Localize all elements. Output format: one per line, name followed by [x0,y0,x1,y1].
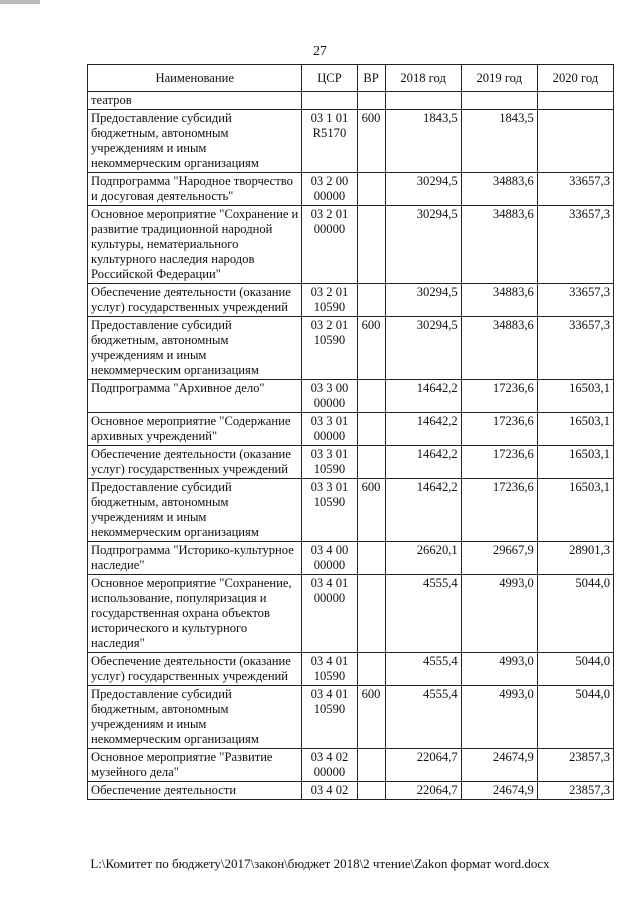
cell-csr: 03 4 00 00000 [302,542,357,575]
table-row [88,380,614,413]
cell-name: Основное мероприятие "Содержание архивных учреждений" [88,413,302,446]
cell-csr: 03 4 01 00000 [302,575,357,653]
cell-csr: 03 2 01 10590 [302,317,357,380]
cell-vr [357,446,385,479]
cell-2018: 4555,4 [385,653,461,686]
cell-2018: 30294,5 [385,317,461,380]
cell-2018: 26620,1 [385,542,461,575]
cell-name: Подпрограмма "Историко-культурное наследие" [88,542,302,575]
cell-csr: 03 4 01 10590 [302,653,357,686]
cell-csr: 03 2 00 00000 [302,173,357,206]
header-2019: 2019 год [461,65,537,92]
cell-2019: 34883,6 [461,284,537,317]
cell-2020: 33657,3 [537,173,613,206]
cell-vr [357,284,385,317]
table-row [88,173,614,206]
cell-2020 [537,110,613,173]
header-csr: ЦСР [302,65,357,92]
cell-2019: 4993,0 [461,575,537,653]
cell-2020: 5044,0 [537,575,613,653]
cell-2018: 14642,2 [385,413,461,446]
cell-name: Подпрограмма "Архивное дело" [88,380,302,413]
cell-name: Предоставление субсидий бюджетным, автономным учреждениям и иным некоммерческим организациям [88,686,302,749]
table-row [88,749,614,782]
cell-2018: 30294,5 [385,284,461,317]
budget-table [87,64,614,800]
cell-2020: 5044,0 [537,653,613,686]
scan-artifact [0,0,40,4]
cell-csr [302,92,357,110]
table-header-row [88,65,614,92]
header-name: Наименование [88,65,302,92]
cell-2018: 14642,2 [385,446,461,479]
cell-2020: 16503,1 [537,380,613,413]
cell-csr: 03 3 01 10590 [302,479,357,542]
header-2018: 2018 год [385,65,461,92]
table-row [88,110,614,173]
cell-2020: 16503,1 [537,413,613,446]
cell-2019: 17236,6 [461,446,537,479]
table-row [88,446,614,479]
cell-2018: 1843,5 [385,110,461,173]
cell-2019: 17236,6 [461,479,537,542]
cell-name: Основное мероприятие "Сохранение, использование, популяризация и государственная охрана объектов исторического и культурного наследия" [88,575,302,653]
table-row [88,653,614,686]
cell-vr [357,653,385,686]
cell-2020: 33657,3 [537,317,613,380]
cell-2020: 16503,1 [537,446,613,479]
cell-vr [357,542,385,575]
cell-csr: 03 4 02 00000 [302,749,357,782]
table-row [88,686,614,749]
cell-vr [357,413,385,446]
cell-csr: 03 3 01 10590 [302,446,357,479]
cell-2020: 33657,3 [537,284,613,317]
cell-2019: 24674,9 [461,749,537,782]
cell-vr: 600 [357,110,385,173]
cell-2019 [461,92,537,110]
cell-2019: 4993,0 [461,686,537,749]
table-row [88,317,614,380]
cell-2020: 5044,0 [537,686,613,749]
cell-2019: 17236,6 [461,380,537,413]
cell-csr: 03 4 02 [302,782,357,800]
page-number: 27 [313,44,327,59]
cell-2019: 34883,6 [461,206,537,284]
cell-2018: 30294,5 [385,173,461,206]
cell-vr: 600 [357,479,385,542]
cell-csr: 03 2 01 00000 [302,206,357,284]
cell-name: Обеспечение деятельности (оказание услуг) государственных учреждений [88,284,302,317]
table-row [88,206,614,284]
cell-2019: 24674,9 [461,782,537,800]
cell-name: театров [88,92,302,110]
table-row [88,92,614,110]
cell-name: Основное мероприятие "Развитие музейного дела" [88,749,302,782]
table-row [88,782,614,800]
cell-2019: 29667,9 [461,542,537,575]
file-path-footer: L:\Комитет по бюджету\2017\закон\бюджет 2018\2 чтение\Zakon формат word.docx [90,856,550,871]
cell-vr [357,206,385,284]
cell-name: Подпрограмма "Народное творчество и досуговая деятельность" [88,173,302,206]
cell-2020: 16503,1 [537,479,613,542]
table-row [88,413,614,446]
cell-csr: 03 2 01 10590 [302,284,357,317]
cell-2018: 14642,2 [385,479,461,542]
cell-2020: 28901,3 [537,542,613,575]
cell-2020: 33657,3 [537,206,613,284]
table-row [88,284,614,317]
cell-2019: 34883,6 [461,173,537,206]
cell-name: Обеспечение деятельности (оказание услуг) государственных учреждений [88,653,302,686]
cell-2018: 22064,7 [385,782,461,800]
cell-vr: 600 [357,686,385,749]
cell-2020: 23857,3 [537,749,613,782]
cell-vr [357,173,385,206]
cell-vr [357,575,385,653]
cell-name: Предоставление субсидий бюджетным, автономным учреждениям и иным некоммерческим организациям [88,110,302,173]
header-2020: 2020 год [537,65,613,92]
cell-2020 [537,92,613,110]
cell-csr: 03 3 01 00000 [302,413,357,446]
cell-csr: 03 1 01 R5170 [302,110,357,173]
cell-2019: 34883,6 [461,317,537,380]
cell-2019: 17236,6 [461,413,537,446]
cell-2018: 4555,4 [385,575,461,653]
cell-csr: 03 4 01 10590 [302,686,357,749]
table-body [88,92,614,800]
cell-vr [357,380,385,413]
cell-2018: 4555,4 [385,686,461,749]
cell-name: Основное мероприятие "Сохранение и развитие традиционной народной культуры, нематериального культурного наследия народов Российской Федерации" [88,206,302,284]
cell-vr: 600 [357,317,385,380]
cell-2019: 4993,0 [461,653,537,686]
table-row [88,479,614,542]
cell-vr [357,749,385,782]
cell-2019: 1843,5 [461,110,537,173]
cell-2018: 22064,7 [385,749,461,782]
cell-vr [357,782,385,800]
cell-csr: 03 3 00 00000 [302,380,357,413]
cell-name: Предоставление субсидий бюджетным, автономным учреждениям и иным некоммерческим организациям [88,317,302,380]
cell-name: Обеспечение деятельности (оказание услуг) государственных учреждений [88,446,302,479]
cell-2018: 14642,2 [385,380,461,413]
cell-2018: 30294,5 [385,206,461,284]
table-row [88,542,614,575]
cell-name: Предоставление субсидий бюджетным, автономным учреждениям и иным некоммерческим организациям [88,479,302,542]
header-vr: ВР [357,65,385,92]
cell-2020: 23857,3 [537,782,613,800]
cell-vr [357,92,385,110]
table-row [88,575,614,653]
cell-2018 [385,92,461,110]
cell-name: Обеспечение деятельности [88,782,302,800]
